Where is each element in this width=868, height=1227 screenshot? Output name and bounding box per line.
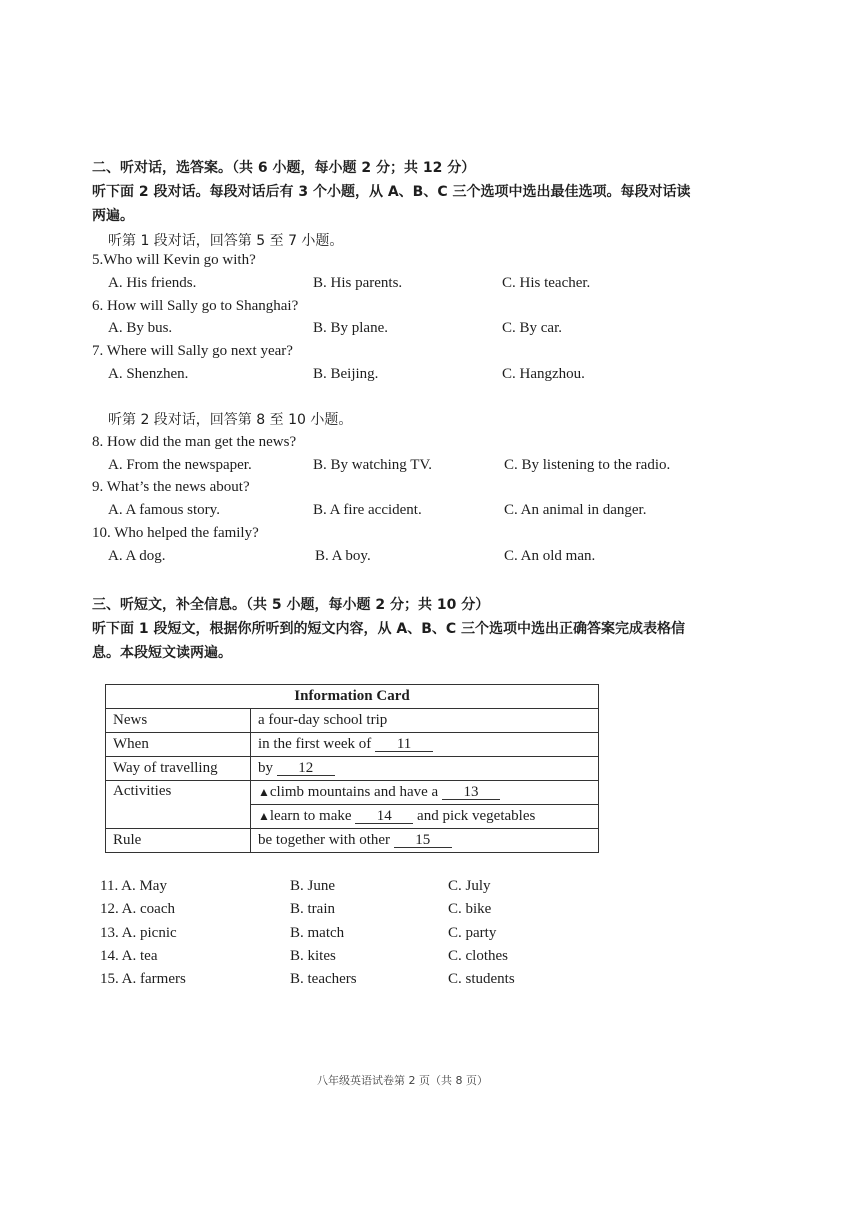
option-12-a: 12. A. coach [100,901,175,917]
question-8-option-b: B. By watching TV. [313,457,433,473]
blank-15: 15 [394,833,452,848]
question-6-option-b: B. By plane. [313,320,388,336]
card-value-way [251,757,599,781]
option-11-b: B. June [290,878,335,894]
dialogue1-intro: 听第 1 段对话，回答第 5 至 7 小题。 [108,233,344,249]
card-label-when: When [106,733,251,757]
card-label-rule: Rule [106,829,251,853]
card-value-activity-1 [251,781,599,805]
question-6-option-c: C. By car. [502,320,562,336]
question-8: 8. How did the man get the news? [92,434,297,450]
option-11-c: C. July [448,878,491,894]
question-6-option-a: A. By bus. [108,320,173,336]
question-5-option-a: A. His friends. [108,275,197,291]
card-row-news [106,709,599,733]
question-7-option-c: C. Hangzhou. [502,366,585,382]
question-10-option-b: B. A boy. [315,548,371,564]
question-10-option-a: A. A dog. [108,548,166,564]
question-5-option-c: C. His teacher. [502,275,591,291]
question-7-option-a: A. Shenzhen. [108,366,189,382]
question-8-option-c: C. By listening to the radio. [504,457,671,473]
rule-prefix: be together with other [258,832,391,848]
question-10-option-c: C. An old man. [504,548,596,564]
option-12-b: B. train [290,901,335,917]
section3-instruction-line1: 听下面 1 段短文，根据你所听到的短文内容，从 A、B、C 三个选项中选出正确答案完成表格信 [92,621,686,637]
card-title: Information Card [106,685,599,709]
section3-title: 三、听短文，补全信息。（共 5 小题，每小题 2 分；共 10 分） [92,597,490,613]
card-value-rule [251,829,599,853]
card-row-activities [106,781,599,805]
question-8-option-a: A. From the newspaper. [108,457,252,473]
card-label-news: News [106,709,251,733]
triangle-bullet-icon: ▲ [258,809,270,823]
activity-2-prefix: learn to make [269,808,352,824]
option-15-c: C. students [448,971,515,987]
question-9-option-c: C. An animal in danger. [504,502,647,518]
question-6: 6. How will Sally go to Shanghai? [92,298,299,314]
activity-1-prefix: climb mountains and have a [269,784,439,800]
option-14-c: C. clothes [448,948,508,964]
page-footer: 八年级英语试卷第 2 页（共 8 页） [317,1074,488,1087]
card-row-way [106,757,599,781]
section2-title: 二、听对话，选答案。（共 6 小题，每小题 2 分；共 12 分） [92,160,476,176]
card-value-activity-2 [251,805,599,829]
option-12-c: C. bike [448,901,492,917]
blank-12: 12 [277,761,335,776]
when-prefix: in the first week of [258,736,372,752]
option-11-a: 11. A. May [100,878,167,894]
information-card-table [105,684,599,853]
card-label-activities: Activities [106,781,251,829]
blank-14: 14 [355,809,413,824]
option-13-c: C. party [448,925,497,941]
blank-11: 11 [375,737,433,752]
section2-instruction-line1: 听下面 2 段对话。每段对话后有 3 个小题，从 A、B、C 三个选项中选出最佳选项。每段对话读 [92,184,691,200]
option-15-b: B. teachers [290,971,357,987]
question-7: 7. Where will Sally go next year? [92,343,293,359]
question-9-option-b: B. A fire accident. [313,502,422,518]
card-row-when [106,733,599,757]
section2-instruction-line2: 两遍。 [92,208,134,224]
question-9-option-a: A. A famous story. [108,502,220,518]
question-5: 5.Who will Kevin go with? [92,252,256,268]
card-value-news: a four-day school trip [251,709,599,733]
option-15-a: 15. A. farmers [100,971,186,987]
activity-2-suffix: and pick vegetables [417,808,536,824]
dialogue2-intro: 听第 2 段对话，回答第 8 至 10 小题。 [108,412,353,428]
card-value-when [251,733,599,757]
option-13-b: B. match [290,925,345,941]
option-14-b: B. kites [290,948,336,964]
section3-instruction-line2: 息。本段短文读两遍。 [92,645,232,661]
triangle-bullet-icon: ▲ [258,785,270,799]
question-7-option-b: B. Beijing. [313,366,379,382]
question-5-option-b: B. His parents. [313,275,403,291]
blank-13: 13 [442,785,500,800]
card-label-way: Way of travelling [106,757,251,781]
option-14-a: 14. A. tea [100,948,158,964]
way-prefix: by [258,760,273,776]
question-10: 10. Who helped the family? [92,525,259,541]
card-row-rule [106,829,599,853]
question-9: 9. What’s the news about? [92,479,250,495]
option-13-a: 13. A. picnic [100,925,177,941]
